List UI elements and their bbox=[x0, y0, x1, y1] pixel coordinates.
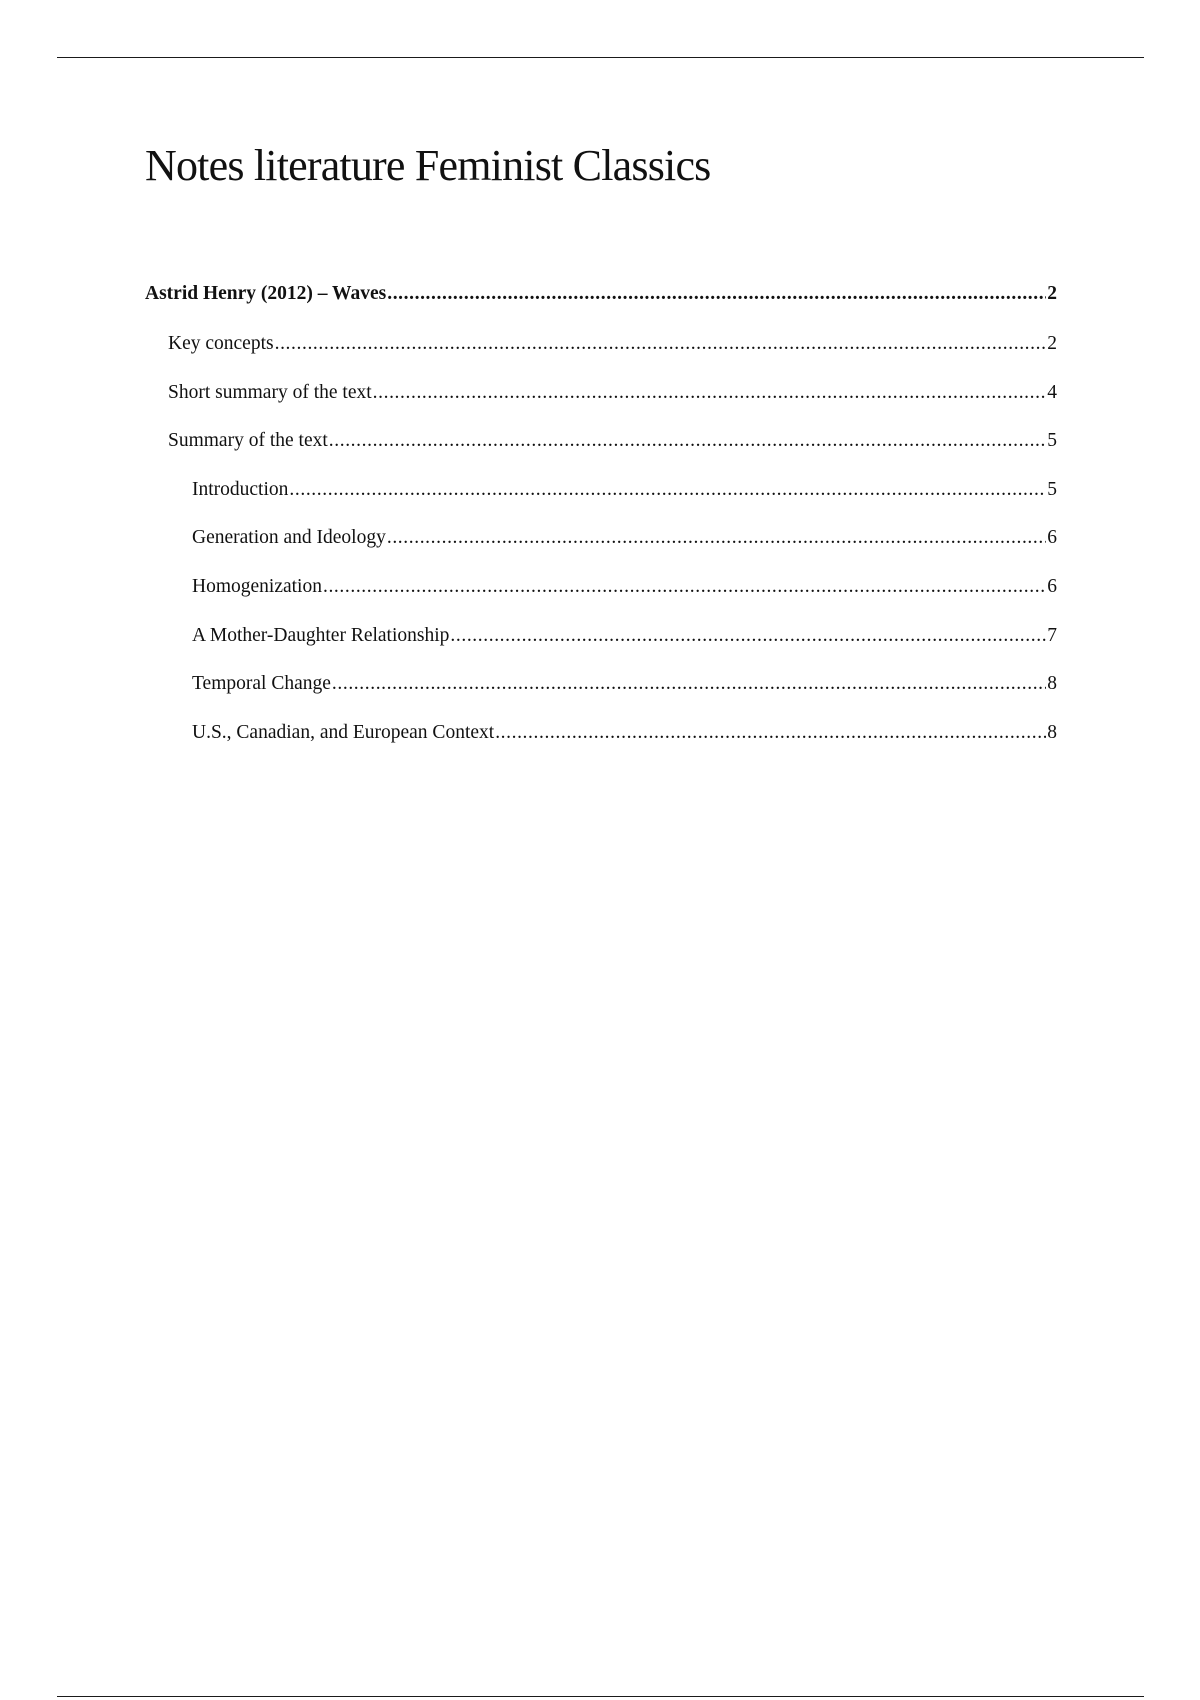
toc-page-number: 5 bbox=[1047, 478, 1057, 500]
toc-entry[interactable] bbox=[145, 573, 1057, 622]
page-bottom-rule bbox=[57, 1696, 1144, 1697]
toc-page-number: 7 bbox=[1047, 624, 1057, 646]
toc-page-number: 4 bbox=[1047, 381, 1057, 403]
toc-dot-leader bbox=[323, 573, 1046, 601]
toc-dot-leader bbox=[387, 280, 1046, 308]
toc-dot-leader bbox=[329, 427, 1046, 455]
toc-dot-leader bbox=[289, 476, 1046, 504]
toc-page-number: 6 bbox=[1047, 575, 1057, 597]
toc-entry[interactable] bbox=[145, 379, 1057, 428]
toc-entry[interactable] bbox=[145, 670, 1057, 719]
toc-entry-label: Introduction bbox=[192, 478, 289, 500]
toc-page-number: 8 bbox=[1047, 673, 1057, 695]
page-title: Notes literature Feminist Classics bbox=[145, 141, 711, 190]
toc-page-number: 2 bbox=[1047, 333, 1057, 354]
toc-entry-label: U.S., Canadian, and European Context bbox=[192, 721, 495, 743]
toc-entry[interactable] bbox=[145, 622, 1057, 671]
toc-entry-label: Temporal Change bbox=[192, 673, 331, 695]
toc-dot-leader bbox=[275, 330, 1047, 358]
toc-entry[interactable] bbox=[145, 719, 1057, 768]
toc-entry-label: Homogenization bbox=[192, 575, 322, 597]
toc-entry[interactable] bbox=[145, 524, 1057, 573]
toc-entry-label: A Mother-Daughter Relationship bbox=[192, 624, 450, 646]
toc-page-number: 6 bbox=[1047, 527, 1057, 549]
toc-entry-label: Summary of the text bbox=[168, 430, 328, 452]
toc-entry-label: Key concepts bbox=[168, 333, 274, 354]
toc-entry-label: Short summary of the text bbox=[168, 381, 372, 403]
toc-entry[interactable] bbox=[145, 427, 1057, 476]
toc-dot-leader bbox=[450, 622, 1046, 650]
table-of-contents bbox=[145, 280, 1057, 767]
toc-dot-leader bbox=[373, 379, 1047, 407]
toc-entry-label: Astrid Henry (2012) – Waves bbox=[145, 283, 387, 304]
toc-page-number: 8 bbox=[1047, 721, 1057, 743]
toc-entry[interactable] bbox=[145, 280, 1057, 330]
toc-page-number: 5 bbox=[1047, 430, 1057, 452]
toc-entry-label: Generation and Ideology bbox=[192, 527, 386, 549]
toc-entry[interactable] bbox=[145, 476, 1057, 525]
page-top-rule bbox=[57, 57, 1144, 58]
toc-dot-leader bbox=[332, 670, 1046, 698]
toc-dot-leader bbox=[495, 719, 1046, 747]
toc-entry[interactable] bbox=[145, 330, 1057, 379]
toc-page-number: 2 bbox=[1047, 283, 1057, 304]
toc-dot-leader bbox=[387, 524, 1046, 552]
